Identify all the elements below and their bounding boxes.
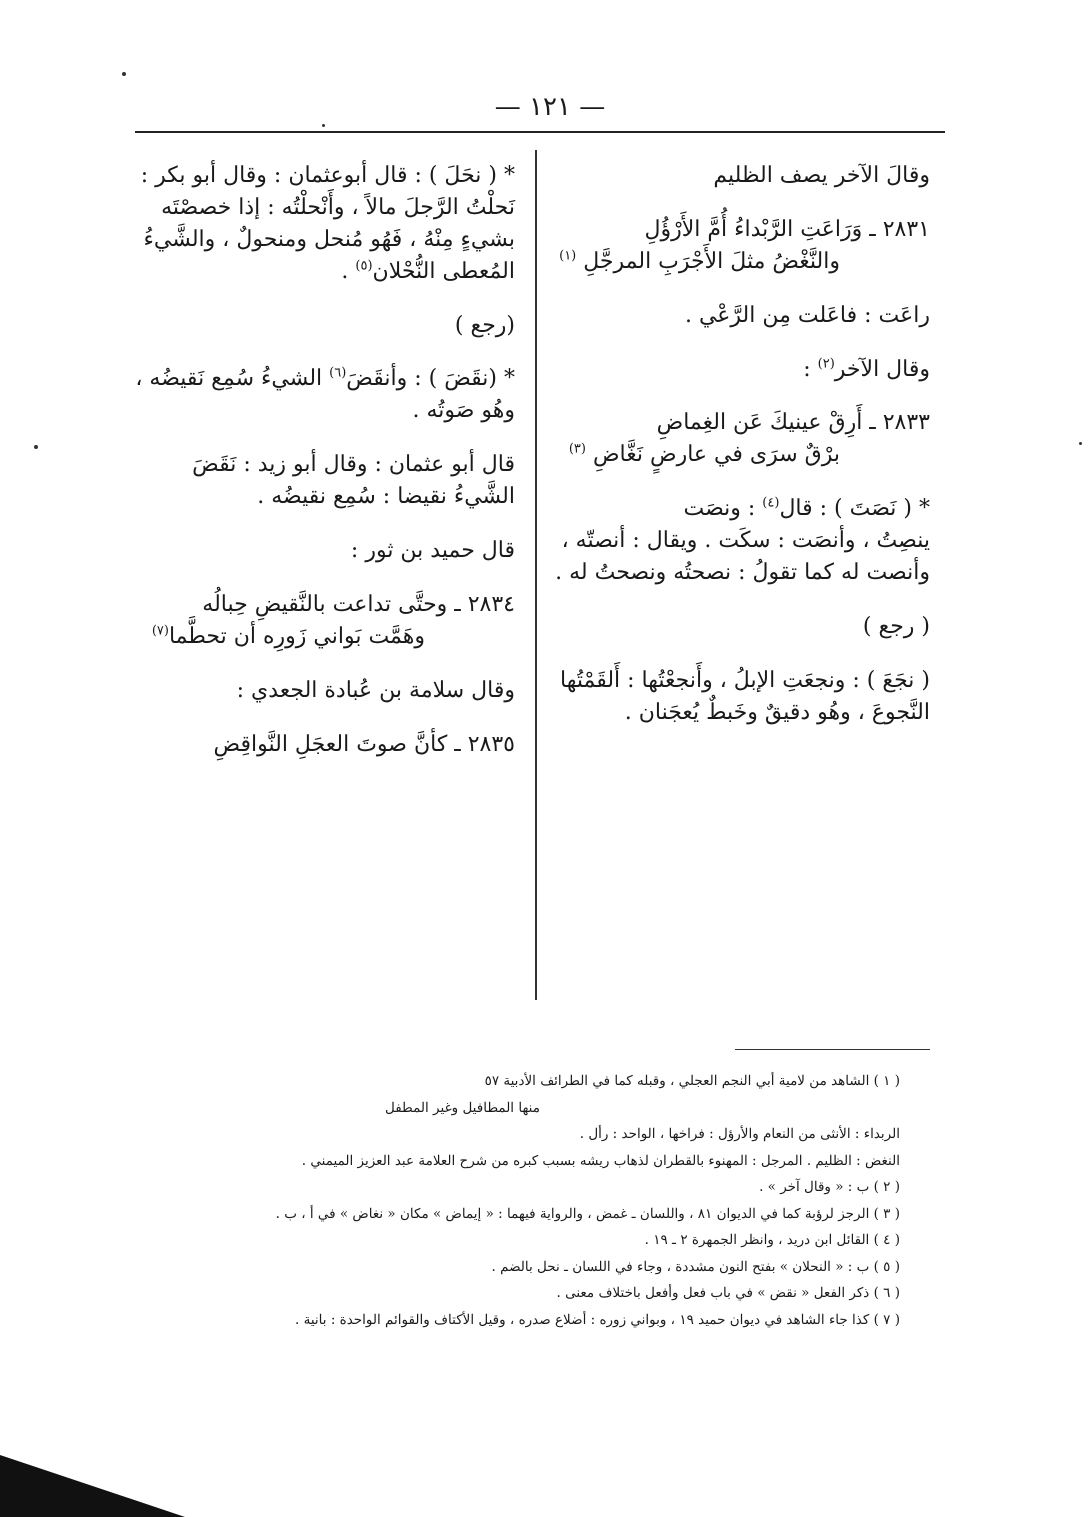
entry-najaa: ( نجَعَ ) : ونجعَتِ الإبلُ ، وأَنجعْتُها : أَلقَمْتُها النَّجوعَ ، وهُو دقيقٌ وخَبطٌ يُعجَنان . [560,667,930,725]
intro-line: وقال سلامة بن عُبادة الجعدي : [236,677,515,703]
footnote-mark: (٥) [355,258,373,274]
column-divider [535,150,537,1000]
footnote-mark: (٢) [817,356,835,372]
footnote-mark: (٧) [151,623,169,639]
footnote-mark: (١) [559,248,577,264]
scan-speck [1079,442,1082,445]
section-heading: (رجع ) [454,312,515,338]
page-number: — ١٢١ — [494,92,606,122]
section-heading: ( رجع ) [862,613,930,639]
verse-2834 [130,589,515,653]
verse-2831 [550,214,930,278]
footnote-line: ( ١ ) الشاهد من لامية أبي النجم العجلي ، وقبله كما في الطرائف الأدبية ٥٧ [484,1073,900,1089]
footnotes [125,1068,900,1333]
verse-hemistich-1: ٢٨٣١ ـ وَرَاعَتِ الرَّبْداءُ أُمَّ الأَرْؤُلِ [644,216,930,242]
intro-text: وقال الآخر [834,356,930,382]
entry-text: * (نقَضَ ) : وأنقَضَ [346,366,515,392]
intro-line: وقالَ الآخر يصف الظليم [713,163,930,188]
verse-text: وهَمَّت بَواني زَورِه أن تحطَّما [168,623,425,649]
left-column [130,160,515,760]
footnote-line: ( ٧ ) كذا جاء الشاهد في ديوان حميد ١٩ ، وبواني زوره : أضلاع صدره ، وقيل الأكتاف والقوائم الواحدة : بانية . [295,1311,900,1328]
entry-abuzayd: قال أبو عثمان : وقال أبو زيد : نَقَضَ الشَّيءُ نقيضا : سُمِع نقيضُه . [192,452,515,510]
entry-text: * ( نحَلَ ) : قال أبوعثمان : وقال أبو بكر : نَحلْتُ الرَّجلَ مالاً ، وأَنْحلْتُه : إذا خصصْتَه بشيءٍ مِنْهُ ، فَهُو مُنحل ومنحولٌ ، والشَّيءُ المُعطى النُّحْلان [140,163,515,284]
verse-hemistich-2 [130,621,515,653]
entry-body: ينصِتُ ، وأنصَت : سكَت . ويقال : أنصتّه ، وأنصت له كما تقولُ : نصحتُه ونصحتُ له . [555,528,930,586]
entry-head [550,493,930,525]
intro-line: قال حميد بن ثور : [350,538,515,564]
intro-line [550,354,930,386]
verse-hemistich-1: ٢٨٣٣ ـ أَرِقْ عينيكَ عَن الغِماضِ [656,410,930,436]
header-rule [135,131,945,133]
verse-hemistich-2 [550,246,930,278]
verse-hemistich-2 [550,439,930,471]
verse-text: والنَّغْضُ مثلَ الأَجْرَبِ المرجَّلِ [583,248,840,274]
scan-edge-shadow [0,1455,185,1517]
footnote-line: ( ٢ ) ب : « وقال آخر » . [759,1179,900,1195]
footnote-mark: (٤) [762,495,780,511]
entry-naqad [130,363,515,427]
verse-2835: ٢٨٣٥ ـ كأنَّ صوتَ العجَلِ النَّواقِضِ [213,731,515,757]
entry-head-text: * ( نَصَتَ ) : قال [779,496,930,522]
footnote-line: ( ٦ ) ذكر الفعل « نقض » في باب فعل وأفعل باختلاف معنى . [556,1285,900,1301]
entry-text-cont: الشيءُ سُمِع نَقيضُه ، وهُو صَوتُه . [135,366,515,424]
footnote-line: الربداء : الأنثى من النعام والأرؤل : فراخها ، الواحد : رأل . [579,1126,900,1142]
verse-2833 [550,407,930,471]
footnote-line: ( ٣ ) الرجز لرؤبة كما في الديوان ٨١ ، واللسان ـ غمض ، والرواية فيهما : « إيماض » مكان « نغاض » في أ ، ب . [275,1205,900,1222]
footnote-line: النغض : الظليم . المرجل : المهنوء بالقطران لذهاب ريشه بسبب كبره من شرح العلامة عبد العزيز الميمني . [301,1152,900,1169]
gloss-line: راعَت : فاعَلت مِن الرَّعْي . [684,302,930,328]
entry-head-tail: : ونصَت [683,496,763,522]
intro-colon: : [803,356,818,382]
entry-nasat [550,493,930,589]
scan-speck [122,72,126,76]
verse-hemistich-1: ٢٨٣٤ ـ وحتَّى تداعت بالنَّقيضِ حِبالُه [202,591,515,617]
entry-end: . [341,258,356,284]
footnote-rule [735,1049,930,1050]
footnote-line: ( ٥ ) ب : « النحلان » بفتح النون مشددة ، وجاء في اللسان ـ نحل بالضم . [491,1258,900,1275]
footnote-mark: (٦) [329,366,347,382]
footnote-line: ( ٤ ) القائل ابن دريد ، وانظر الجمهرة ٢ ـ ١٩ . [644,1232,900,1248]
verse-text: برْقٌ سرَى في عارضٍ نَغَّاضِ [592,442,840,468]
entry-nahal [130,160,515,288]
footnote-line: منها المطافيل وغير المطفل [384,1099,540,1116]
footnote-mark: (٣) [568,442,586,458]
scan-speck [322,124,325,127]
scan-speck [34,445,38,449]
right-column [550,160,930,751]
